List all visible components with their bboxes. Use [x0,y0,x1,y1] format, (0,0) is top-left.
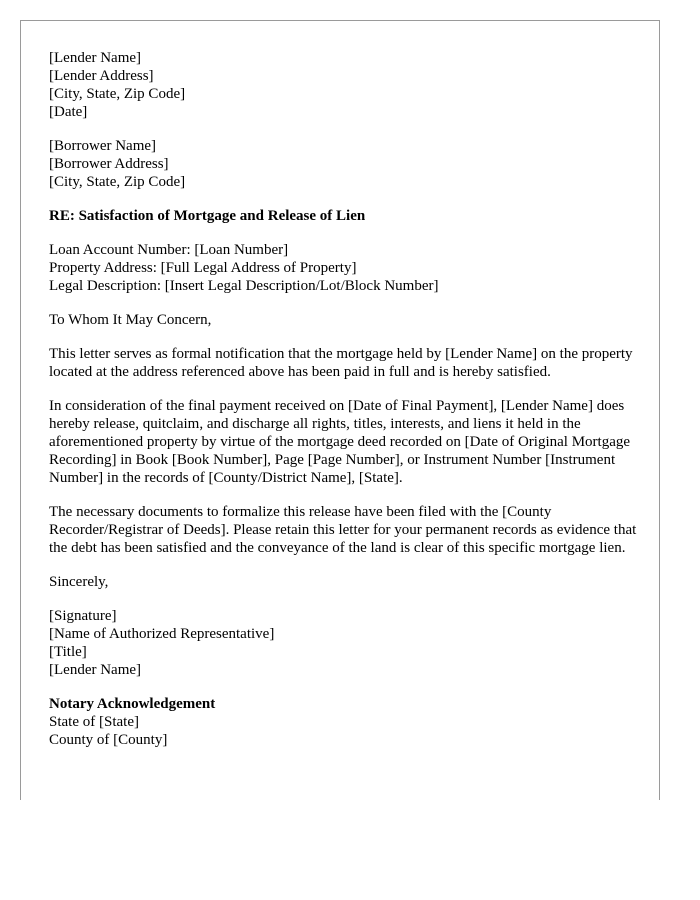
body-paragraph-1: This letter serves as formal notification that the mortgage held by [Lender Name] on the property located at the address referenced above has been paid in full and is hereby satisfied. [49,346,633,380]
signature-placeholder: [Signature] [49,608,117,624]
lender-header [49,49,637,121]
salutation: To Whom It May Concern, [49,312,212,328]
lender-name: [Lender Name] [49,50,142,66]
lender-address: [Lender Address] [49,68,154,84]
letter-content [49,49,637,765]
representative-name: [Name of Authorized Representative] [49,626,275,642]
notary-section [49,695,637,749]
borrower-city-state-zip: [City, State, Zip Code] [49,174,186,190]
legal-description: Legal Description: [Insert Legal Description/Lot/Block Number] [49,278,439,294]
property-address: Property Address: [Full Legal Address of Property] [49,260,357,276]
letter-date: [Date] [49,104,88,120]
subject-line: RE: Satisfaction of Mortgage and Release of Lien [49,208,366,224]
notary-county: County of [County] [49,732,168,748]
borrower-header [49,137,637,191]
loan-details [49,241,637,295]
lender-city-state-zip: [City, State, Zip Code] [49,86,186,102]
body-paragraph-2: In consideration of the final payment received on [Date of Final Payment], [Lender Name] does hereby release, quitclaim, and discharge all rights, titles, interests, and liens it held in the aforementioned property by virtue of the mortgage deed recorded on [Date of Original Mortgage Recording] in Book [Book Number], Page [Page Number], or Instrument Number [Instrument Number] in the records of [County/District Name], [State]. [49,398,631,486]
notary-heading: Notary Acknowledgement [49,696,216,712]
loan-account-number: Loan Account Number: [Loan Number] [49,242,289,258]
letter-page [20,20,660,800]
borrower-address: [Borrower Address] [49,156,169,172]
borrower-name: [Borrower Name] [49,138,157,154]
signature-lender-name: [Lender Name] [49,662,142,678]
representative-title: [Title] [49,644,87,660]
notary-state: State of [State] [49,714,139,730]
signature-block [49,607,637,679]
closing: Sincerely, [49,574,109,590]
body-paragraph-3: The necessary documents to formalize this release have been filed with the [County Recorder/Registrar of Deeds]. Please retain this letter for your permanent records as evidence that the debt has been satisfied and the conveyance of the land is clear of this specific mortgage lien. [49,504,637,556]
